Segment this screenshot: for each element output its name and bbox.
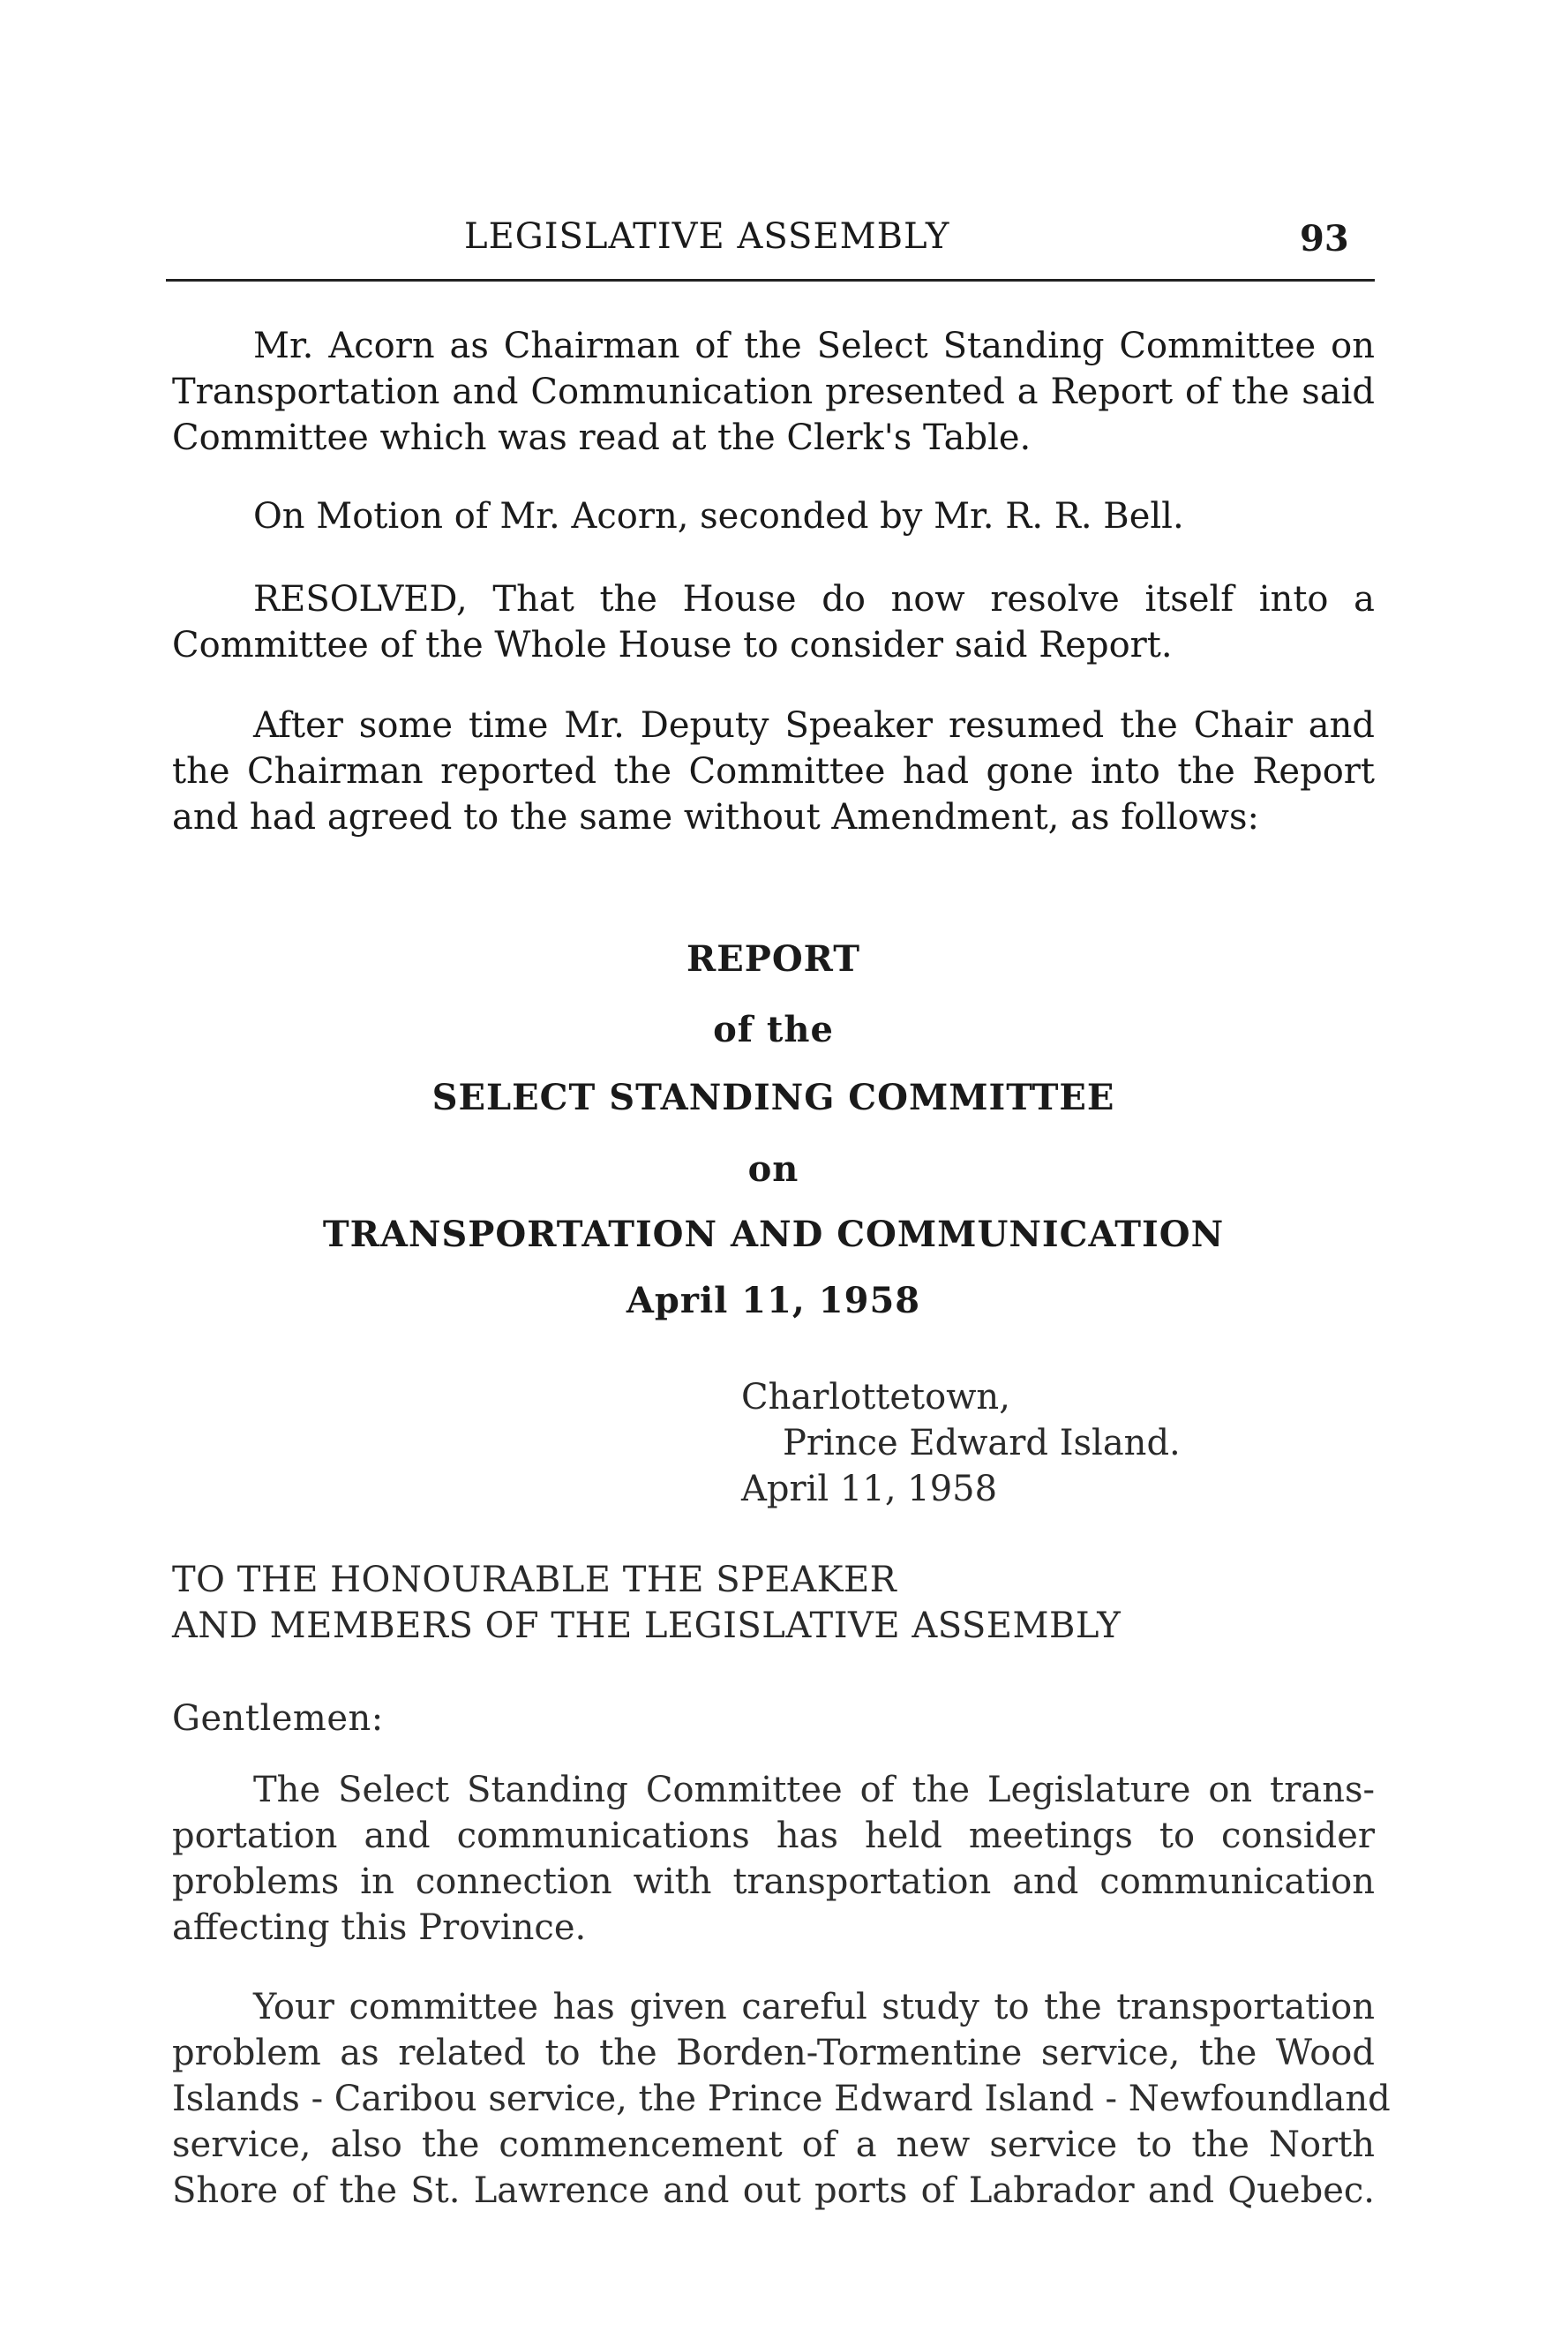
text-line: The Select Standing Committee of the Legislature on trans- [253, 1770, 1375, 1810]
dateline-date: April 11, 1958 [741, 1469, 998, 1509]
text-line: service, also the commencement of a new service to the North [172, 2125, 1375, 2165]
address-line-members: AND MEMBERS OF THE LEGISLATIVE ASSEMBLY [172, 1606, 1122, 1646]
text-line: portation and communications has held meetings to consider [172, 1816, 1375, 1856]
page-number: 93 [1300, 218, 1349, 259]
text-line: Islands - Caribou service, the Prince Edward Island - Newfoundland [172, 2079, 1391, 2119]
text-line: On Motion of Mr. Acorn, seconded by Mr. R. R. Bell. [253, 496, 1184, 537]
text-line: Your committee has given careful study to the transportation [253, 1987, 1375, 2027]
paragraph-committee-report [172, 323, 1375, 461]
paragraph-motion [172, 493, 1375, 539]
text-line: Committee which was read at the Clerk's Table. [172, 417, 1032, 458]
address-line-speaker: TO THE HONOURABLE THE SPEAKER [172, 1560, 897, 1600]
text-line: Mr. Acorn as Chairman of the Select Standing Committee on [253, 326, 1375, 366]
salutation: Gentlemen: [172, 1698, 384, 1739]
text-line: the Chairman reported the Committee had gone into the Report [172, 751, 1375, 792]
text-line: RESOLVED, That the House do now resolve itself into a [253, 579, 1375, 620]
dateline-city: Charlottetown, [741, 1377, 1010, 1418]
report-heading-date: April 11, 1958 [626, 1280, 921, 1321]
report-heading-title: REPORT [686, 938, 860, 980]
text-line: problems in connection with transportation and communication [172, 1861, 1375, 1902]
dateline-province: Prince Edward Island. [783, 1423, 1181, 1463]
paragraph-deputy-speaker [172, 703, 1375, 840]
paragraph-meetings [172, 1767, 1375, 1951]
paragraph-resolved [172, 576, 1375, 668]
text-line: Committee of the Whole House to consider said Report. [172, 625, 1173, 666]
text-line: problem as related to the Borden-Tormentine service, the Wood [172, 2033, 1375, 2073]
header-rule [166, 279, 1375, 282]
text-line: affecting this Province. [172, 1907, 587, 1948]
running-header-title: LEGISLATIVE ASSEMBLY [464, 216, 950, 257]
report-heading-of-the: of the [713, 1009, 834, 1050]
text-line: Shore of the St. Lawrence and out ports of Labrador and Quebec. [172, 2170, 1375, 2211]
report-heading-committee: SELECT STANDING COMMITTEE [431, 1077, 1115, 1118]
paragraph-transportation-study [172, 1984, 1391, 2214]
report-heading-on: on [747, 1148, 799, 1190]
text-line: and had agreed to the same without Amendment, as follows: [172, 797, 1259, 838]
report-heading-subject: TRANSPORTATION AND COMMUNICATION [322, 1214, 1225, 1255]
text-line: Transportation and Communication presented a Report of the said [172, 372, 1375, 412]
text-line: After some time Mr. Deputy Speaker resumed the Chair and [253, 705, 1375, 746]
